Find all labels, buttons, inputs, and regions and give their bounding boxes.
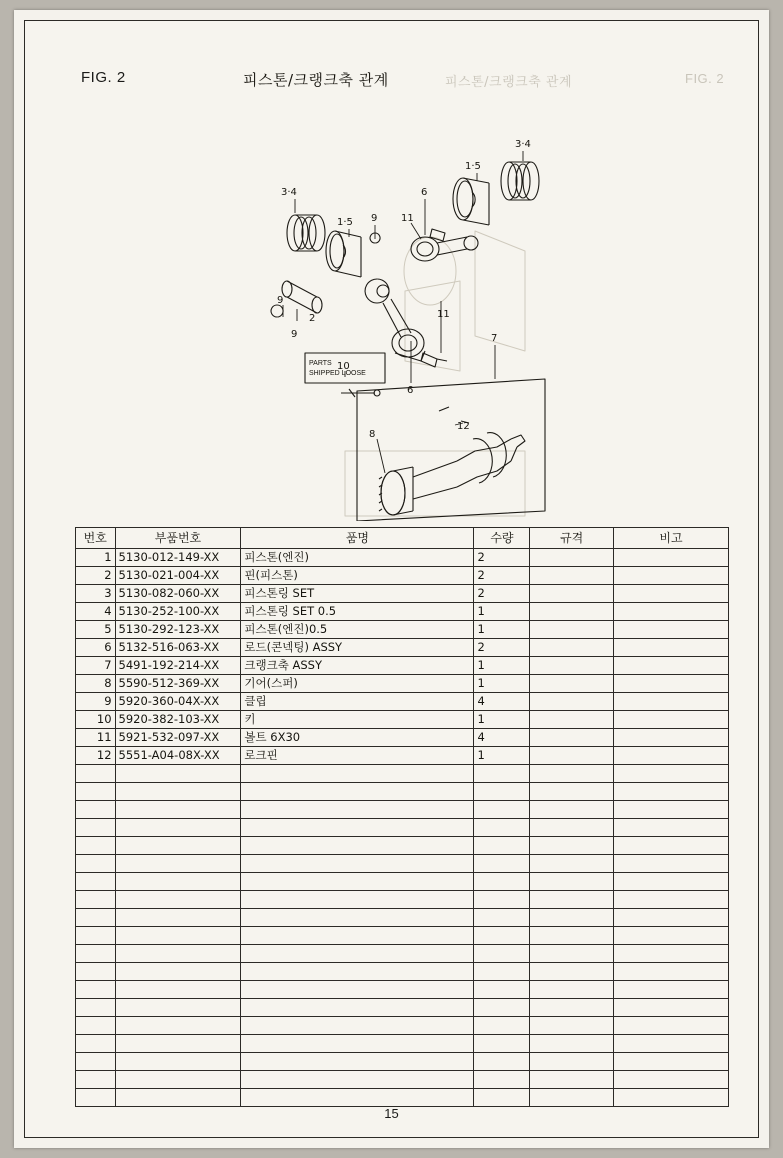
cell-empty [241, 783, 474, 801]
cell-empty [76, 963, 116, 981]
cell-spec [530, 621, 614, 639]
cell-no: 5 [76, 621, 116, 639]
cell-empty [241, 963, 474, 981]
cell-empty [474, 999, 530, 1017]
cell-remark [613, 621, 728, 639]
cell-empty [530, 927, 614, 945]
cell-empty [530, 783, 614, 801]
cell-part: 5130-252-100-XX [115, 603, 241, 621]
cell-empty [613, 855, 728, 873]
cell-spec [530, 657, 614, 675]
cell-empty [613, 801, 728, 819]
cell-qty: 1 [474, 621, 530, 639]
cell-empty [530, 963, 614, 981]
loose-box-line1: PARTS [309, 360, 332, 367]
cell-empty [474, 945, 530, 963]
table-row-empty [76, 873, 729, 891]
cell-empty [530, 765, 614, 783]
cell-spec [530, 567, 614, 585]
cell-empty [613, 765, 728, 783]
cell-empty [474, 1017, 530, 1035]
cell-remark [613, 675, 728, 693]
cell-empty [241, 855, 474, 873]
cell-empty [115, 909, 241, 927]
cell-empty [474, 765, 530, 783]
cell-empty [613, 1035, 728, 1053]
cell-empty [241, 927, 474, 945]
cell-no: 7 [76, 657, 116, 675]
cell-name: 피스톤링 SET [241, 585, 474, 603]
cell-part: 5130-292-123-XX [115, 621, 241, 639]
cell-name: 볼트 6X30 [241, 729, 474, 747]
cell-empty [241, 945, 474, 963]
header-name: 품명 [241, 528, 474, 549]
table-row-empty [76, 981, 729, 999]
cell-empty [115, 999, 241, 1017]
cell-spec [530, 585, 614, 603]
cell-empty [115, 765, 241, 783]
cell-qty: 2 [474, 585, 530, 603]
cell-empty [76, 1035, 116, 1053]
cell-name: 기어(스퍼) [241, 675, 474, 693]
cell-no: 1 [76, 549, 116, 567]
header-spec: 규격 [530, 528, 614, 549]
cell-remark [613, 693, 728, 711]
cell-empty [474, 819, 530, 837]
callout-12: 12 [457, 421, 470, 432]
loose-box-line2: SHIPPED LOOSE [309, 370, 366, 377]
cell-name: 피스톤링 SET 0.5 [241, 603, 474, 621]
page-number: 15 [384, 1106, 399, 1121]
cell-name: 로크핀 [241, 747, 474, 765]
table-row-empty [76, 1053, 729, 1071]
cell-name: 피스톤(엔진) [241, 549, 474, 567]
cell-empty [530, 837, 614, 855]
cell-empty [115, 855, 241, 873]
cell-empty [115, 801, 241, 819]
cell-empty [241, 999, 474, 1017]
cell-remark [613, 549, 728, 567]
cell-spec [530, 675, 614, 693]
cell-empty [530, 981, 614, 999]
cell-spec [530, 693, 614, 711]
header-part: 부품번호 [115, 528, 241, 549]
cell-empty [76, 801, 116, 819]
ghost-fig-bleed: FIG. 2 [685, 71, 725, 86]
table-row-empty [76, 837, 729, 855]
cell-qty: 4 [474, 729, 530, 747]
callout-9-left2: 9 [291, 329, 298, 340]
table-row [76, 675, 729, 693]
table-row-empty [76, 855, 729, 873]
cell-empty [76, 873, 116, 891]
table-row-empty [76, 765, 729, 783]
cell-empty [76, 783, 116, 801]
table-row [76, 639, 729, 657]
cell-remark [613, 657, 728, 675]
cell-empty [474, 981, 530, 999]
cell-empty [613, 1053, 728, 1071]
cell-empty [115, 1053, 241, 1071]
cell-empty [530, 855, 614, 873]
cell-spec [530, 747, 614, 765]
cell-qty: 2 [474, 567, 530, 585]
cell-empty [530, 801, 614, 819]
table-row-empty [76, 801, 729, 819]
cell-empty [76, 945, 116, 963]
figure-title: 피스톤/크랭크축 관계 [243, 71, 389, 89]
cell-empty [474, 837, 530, 855]
table-row-empty [76, 1089, 729, 1107]
cell-empty [474, 1053, 530, 1071]
cell-empty [474, 963, 530, 981]
cell-empty [474, 855, 530, 873]
cell-no: 12 [76, 747, 116, 765]
cell-remark [613, 711, 728, 729]
cell-no: 2 [76, 567, 116, 585]
table-row [76, 621, 729, 639]
cell-no: 8 [76, 675, 116, 693]
cell-qty: 4 [474, 693, 530, 711]
callout-10: 10 [337, 361, 350, 372]
table-row [76, 567, 729, 585]
cell-qty: 1 [474, 747, 530, 765]
cell-empty [76, 855, 116, 873]
cell-part: 5590-512-369-XX [115, 675, 241, 693]
document-page [14, 10, 769, 1148]
cell-empty [241, 801, 474, 819]
cell-part: 5130-021-004-XX [115, 567, 241, 585]
cell-spec [530, 729, 614, 747]
cell-part: 5130-012-149-XX [115, 549, 241, 567]
cell-empty [76, 1071, 116, 1089]
cell-empty [613, 819, 728, 837]
cell-no: 10 [76, 711, 116, 729]
table-row [76, 657, 729, 675]
cell-empty [530, 819, 614, 837]
header-no: 번호 [76, 528, 116, 549]
page-border [24, 20, 759, 1138]
cell-empty [115, 837, 241, 855]
cell-name: 키 [241, 711, 474, 729]
cell-empty [613, 1017, 728, 1035]
cell-qty: 2 [474, 639, 530, 657]
cell-empty [530, 1071, 614, 1089]
table-row-empty [76, 927, 729, 945]
cell-empty [530, 999, 614, 1017]
table-row-empty [76, 1035, 729, 1053]
cell-empty [530, 909, 614, 927]
table-body [76, 549, 729, 1107]
cell-empty [76, 765, 116, 783]
cell-empty [241, 1035, 474, 1053]
callout-3-4-left: 3·4 [281, 187, 297, 198]
cell-empty [530, 1017, 614, 1035]
cell-empty [613, 963, 728, 981]
cell-empty [613, 1089, 728, 1107]
table-row-empty [76, 783, 729, 801]
cell-qty: 1 [474, 711, 530, 729]
cell-qty: 1 [474, 657, 530, 675]
cell-empty [76, 981, 116, 999]
cell-qty: 1 [474, 675, 530, 693]
cell-empty [76, 1053, 116, 1071]
callout-8: 8 [369, 429, 376, 440]
table-header-row [76, 528, 729, 549]
cell-no: 3 [76, 585, 116, 603]
cell-empty [241, 1017, 474, 1035]
cell-part: 5921-532-097-XX [115, 729, 241, 747]
table-row-empty [76, 1071, 729, 1089]
cell-spec [530, 711, 614, 729]
figure-label: FIG. 2 [81, 69, 126, 86]
callout-11-top: 11 [401, 213, 414, 224]
cell-empty [115, 1071, 241, 1089]
cell-empty [530, 1089, 614, 1107]
table-row [76, 747, 729, 765]
cell-remark [613, 747, 728, 765]
cell-empty [76, 819, 116, 837]
cell-qty: 2 [474, 549, 530, 567]
cell-remark [613, 729, 728, 747]
cell-no: 9 [76, 693, 116, 711]
cell-empty [474, 1035, 530, 1053]
cell-empty [241, 981, 474, 999]
cell-empty [474, 783, 530, 801]
cell-remark [613, 585, 728, 603]
table-row [76, 729, 729, 747]
cell-empty [115, 1089, 241, 1107]
cell-empty [530, 945, 614, 963]
cell-empty [115, 981, 241, 999]
callout-9-top: 9 [371, 213, 378, 224]
callout-1-5-left: 1·5 [337, 217, 353, 228]
cell-empty [76, 837, 116, 855]
callout-6-top: 6 [421, 187, 428, 198]
callout-9-left: 9 [277, 295, 284, 306]
cell-empty [241, 765, 474, 783]
table-row [76, 603, 729, 621]
cell-empty [76, 1089, 116, 1107]
cell-spec [530, 549, 614, 567]
cell-empty [241, 1071, 474, 1089]
cell-empty [474, 1071, 530, 1089]
table-row-empty [76, 909, 729, 927]
callout-7: 7 [491, 333, 498, 344]
callout-1-5-right: 1·5 [465, 161, 481, 172]
cell-spec [530, 639, 614, 657]
cell-part: 5551-A04-08X-XX [115, 747, 241, 765]
cell-empty [115, 927, 241, 945]
cell-empty [474, 801, 530, 819]
cell-name: 피스톤(엔진)0.5 [241, 621, 474, 639]
table-row-empty [76, 819, 729, 837]
cell-empty [76, 891, 116, 909]
cell-name: 로드(콘넥팅) ASSY [241, 639, 474, 657]
table-row [76, 711, 729, 729]
cell-empty [530, 873, 614, 891]
table-row-empty [76, 963, 729, 981]
cell-no: 4 [76, 603, 116, 621]
cell-empty [115, 891, 241, 909]
cell-empty [613, 927, 728, 945]
cell-empty [530, 1053, 614, 1071]
cell-empty [115, 1035, 241, 1053]
cell-empty [474, 891, 530, 909]
cell-empty [241, 873, 474, 891]
table-row-empty [76, 891, 729, 909]
cell-part: 5132-516-063-XX [115, 639, 241, 657]
cell-empty [474, 909, 530, 927]
cell-part: 5920-382-103-XX [115, 711, 241, 729]
table-row [76, 585, 729, 603]
cell-empty [474, 873, 530, 891]
table-row-empty [76, 999, 729, 1017]
cell-empty [613, 837, 728, 855]
callout-11-bottom: 11 [437, 309, 450, 320]
cell-empty [474, 1089, 530, 1107]
cell-empty [241, 1089, 474, 1107]
cell-empty [613, 891, 728, 909]
cell-no: 6 [76, 639, 116, 657]
cell-spec [530, 603, 614, 621]
cell-empty [241, 891, 474, 909]
ghost-title-bleed: 피스톤/크랭크축 관계 [445, 75, 573, 90]
cell-empty [76, 999, 116, 1017]
cell-part: 5130-082-060-XX [115, 585, 241, 603]
header-qty: 수량 [474, 528, 530, 549]
cell-empty [613, 909, 728, 927]
cell-remark [613, 567, 728, 585]
cell-part: 5920-360-04X-XX [115, 693, 241, 711]
table-row-empty [76, 1017, 729, 1035]
cell-empty [115, 945, 241, 963]
table-row-empty [76, 945, 729, 963]
cell-empty [241, 909, 474, 927]
cell-name: 클립 [241, 693, 474, 711]
cell-empty [76, 909, 116, 927]
cell-empty [115, 963, 241, 981]
cell-empty [613, 945, 728, 963]
table-row [76, 549, 729, 567]
cell-empty [115, 1017, 241, 1035]
cell-empty [115, 819, 241, 837]
cell-empty [76, 927, 116, 945]
table-row [76, 693, 729, 711]
cell-empty [530, 891, 614, 909]
callout-2: 2 [309, 313, 316, 324]
cell-empty [474, 927, 530, 945]
cell-no: 11 [76, 729, 116, 747]
parts-table [75, 527, 729, 1107]
cell-empty [613, 1071, 728, 1089]
callout-6-bottom: 6 [407, 385, 414, 396]
cell-qty: 1 [474, 603, 530, 621]
cell-name: 크랭크축 ASSY [241, 657, 474, 675]
cell-empty [115, 783, 241, 801]
cell-empty [613, 999, 728, 1017]
cell-empty [76, 1017, 116, 1035]
cell-empty [241, 1053, 474, 1071]
cell-remark [613, 639, 728, 657]
exploded-parts-illustration [225, 121, 625, 521]
cell-part: 5491-192-214-XX [115, 657, 241, 675]
cell-remark [613, 603, 728, 621]
cell-empty [613, 873, 728, 891]
cell-empty [613, 981, 728, 999]
cell-empty [530, 1035, 614, 1053]
cell-name: 핀(피스톤) [241, 567, 474, 585]
cell-empty [241, 819, 474, 837]
cell-empty [115, 873, 241, 891]
cell-empty [613, 783, 728, 801]
header-remark: 비고 [613, 528, 728, 549]
callout-3-4-right: 3·4 [515, 139, 531, 150]
cell-empty [241, 837, 474, 855]
